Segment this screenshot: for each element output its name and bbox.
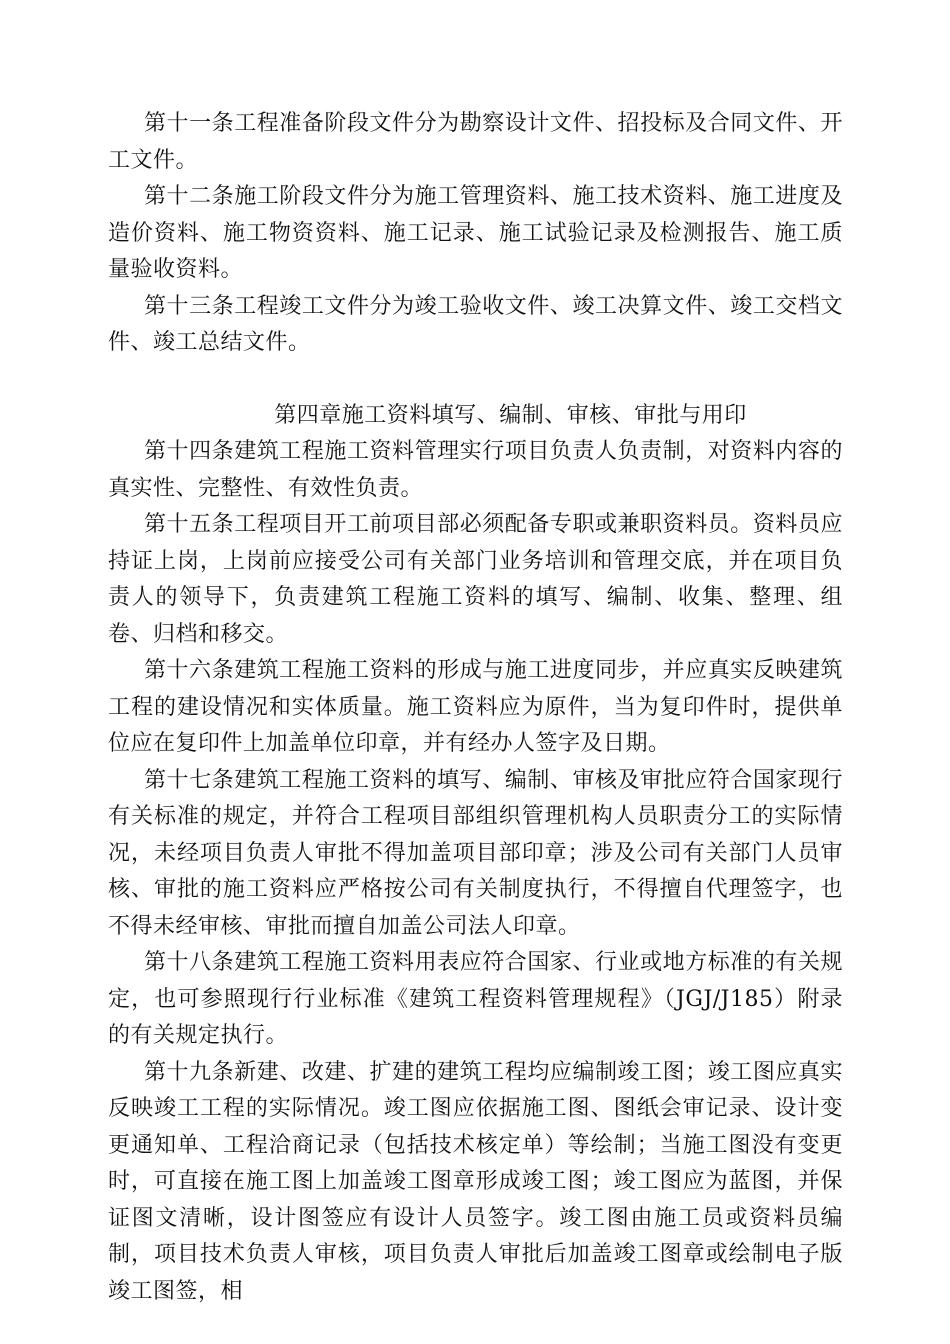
article-18: 第十八条建筑工程施工资料用表应符合国家、行业或地方标准的有关规定，也可参照现行行业标准《建筑工程资料管理规程》（JGJ/J185）附录的有关规定执行。 (108, 950, 843, 1048)
article-14: 第十四条建筑工程施工资料管理实行项目负责人负责制，对资料内容的真实性、完整性、有效性负责。 (108, 439, 843, 501)
chapter-title: 第四章施工资料填写、编制、审核、审批与用印 (274, 402, 747, 428)
article-13: 第十三条工程竣工文件分为竣工验收文件、竣工决算文件、竣工交档文件、竣工总结文件。 (108, 293, 843, 355)
article-17: 第十七条建筑工程施工资料的填写、编制、审核及审批应符合国家现行有关标准的规定，并符合工程项目部组织管理机构人员职责分工的实际情况，未经项目负责人审批不得加盖项目部印章；涉及公司有关部门人员审核、审批的施工资料应严格按公司有关制度执行，不得擅自代理签字，也不得未经审核、审批而擅自加盖公司法人印章。 (108, 767, 843, 939)
article-12: 第十二条施工阶段文件分为施工管理资料、施工技术资料、施工进度及造价资料、施工物资资料、施工记录、施工试验记录及检测报告、施工质量验收资料。 (108, 184, 843, 282)
article-16: 第十六条建筑工程施工资料的形成与施工进度同步，并应真实反映建筑工程的建设情况和实体质量。施工资料应为原件，当为复印件时，提供单位应在复印件上加盖单位印章，并有经办人签字及日期。 (108, 658, 843, 756)
section-gap (108, 362, 843, 398)
article-15: 第十五条工程项目开工前项目部必须配备专职或兼职资料员。资料员应持证上岗，上岗前应接受公司有关部门业务培训和管理交底，并在项目负责人的领导下，负责建筑工程施工资料的填写、编制、收集、整理、组卷、归档和移交。 (108, 512, 843, 647)
article-11: 第十一条工程准备阶段文件分为勘察设计文件、招投标及合同文件、开工文件。 (108, 111, 843, 173)
article-19: 第十九条新建、改建、扩建的建筑工程均应编制竣工图；竣工图应真实反映竣工工程的实际情况。竣工图应依据施工图、图纸会审记录、设计变更通知单、工程洽商记录（包括技术核定单）等绘制；当施工图没有变更时，可直接在施工图上加盖竣工图章形成竣工图；竣工图应为蓝图，并保证图文清晰，设计图签应有设计人员签字。竣工图由施工员或资料员编制，项目技术负责人审核，项目负责人审批后加盖竣工图章或绘制电子版竣工图签，相 (108, 1059, 843, 1304)
document-page (108, 106, 843, 1310)
